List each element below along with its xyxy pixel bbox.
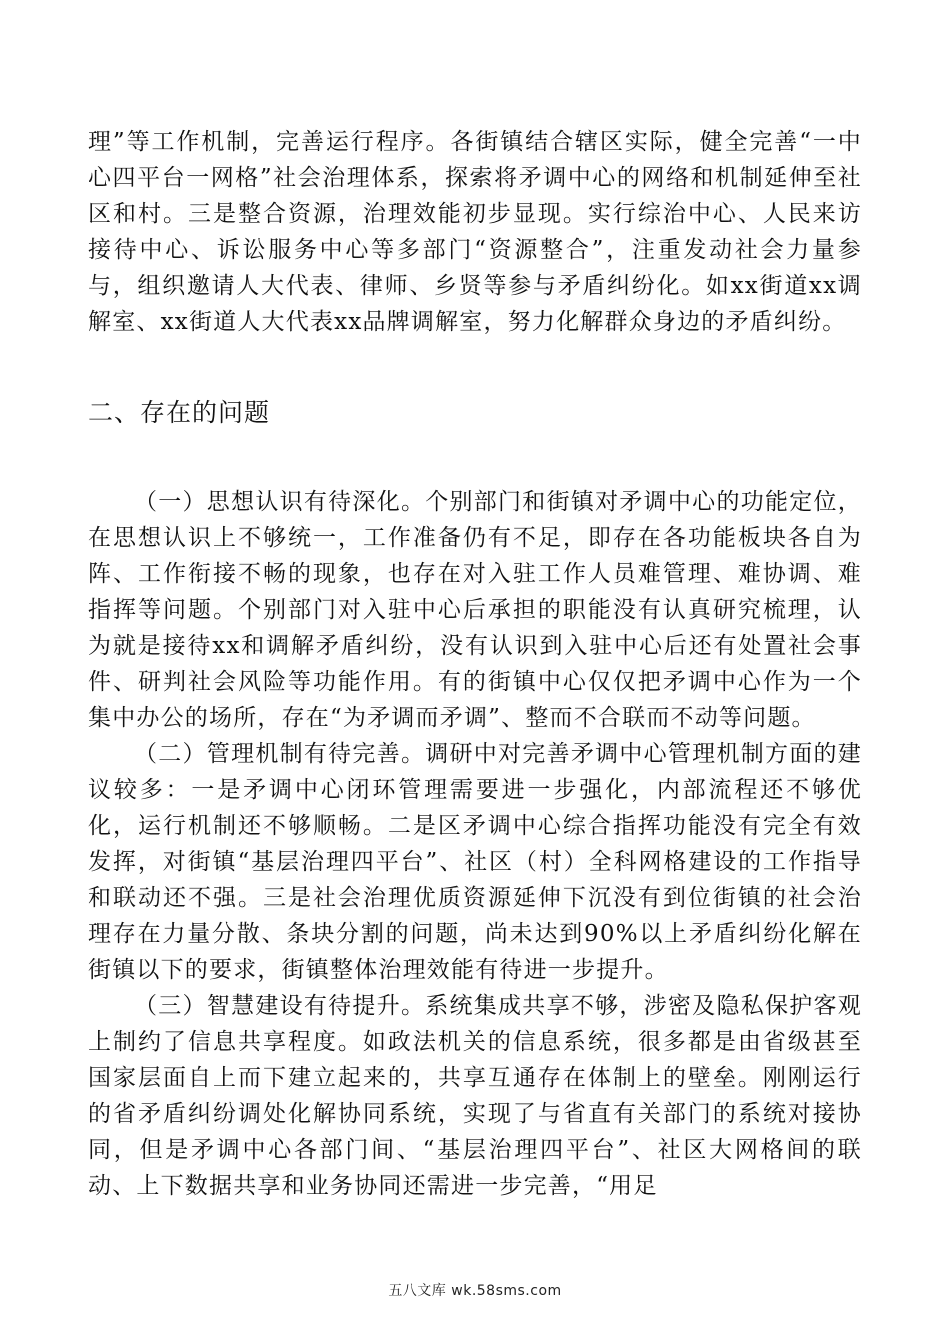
- problem-paragraph-1: （一）思想认识有待深化。个别部门和街镇对矛调中心的功能定位，在思想认识上不够统一，工作准备仍有不足，即存在各功能板块各自为阵、工作衔接不畅的现象，也存在对入驻工作人员难管理、难协调、难指挥等问题。个别部门对入驻中心后承担的职能没有认真研究梳理，认为就是接待xx和调解矛盾纠纷，没有认识到入驻中心后还有处置社会事件、研判社会风险等功能作用。有的街镇中心仅仅把矛调中心作为一个集中办公的场所，存在“为矛调而矛调”、整而不合联而不动等问题。: [88, 489, 862, 731]
- continuation-paragraph: 理”等工作机制，完善运行程序。各街镇结合辖区实际，健全完善“一中心四平台一网格”社会治理体系，探索将矛调中心的网络和机制延伸至社区和村。三是整合资源，治理效能初步显现。实行综治中心、人民来访接待中心、诉讼服务中心等多部门“资源整合”，注重发动社会力量参与，组织邀请人大代表、律师、乡贤等参与矛盾纠纷化。如xx街道xx调解室、xx街道人大代表xx品牌调解室，努力化解群众身边的矛盾纠纷。: [88, 129, 862, 335]
- footer-watermark: 五八文库 wk.58sms.com: [388, 1283, 562, 1299]
- section-heading: 二、存在的问题: [88, 398, 271, 427]
- problem-paragraph-3: （三）智慧建设有待提升。系统集成共享不够，涉密及隐私保护客观上制约了信息共享程度。如政法机关的信息系统，很多都是由省级甚至国家层面自上而下建立起来的，共享互通存在体制上的壁垒。刚刚运行的省矛盾纠纷调处化解协同系统，实现了与省直有关部门的系统对接协同，但是矛调中心各部门间、“基层治理四平台”、社区大网格间的联动、上下数据共享和业务协同还需进一步完善，“用足: [88, 993, 862, 1199]
- problem-paragraph-2: （二）管理机制有待完善。调研中对完善矛调中心管理机制方面的建议较多：一是矛调中心闭环管理需要进一步强化，内部流程还不够优化，运行机制还不够顺畅。二是区矛调中心综合指挥功能没有完全有效发挥，对街镇“基层治理四平台”、社区（村）全科网格建设的工作指导和联动还不强。三是社会治理优质资源延伸下沉没有到位街镇的社会治理存在力量分散、条块分割的问题，尚未达到90%以上矛盾纠纷化解在街镇以下的要求，街镇整体治理效能有待进一步提升。: [88, 741, 862, 983]
- problems-section: [88, 484, 862, 1204]
- document-body: [88, 124, 862, 340]
